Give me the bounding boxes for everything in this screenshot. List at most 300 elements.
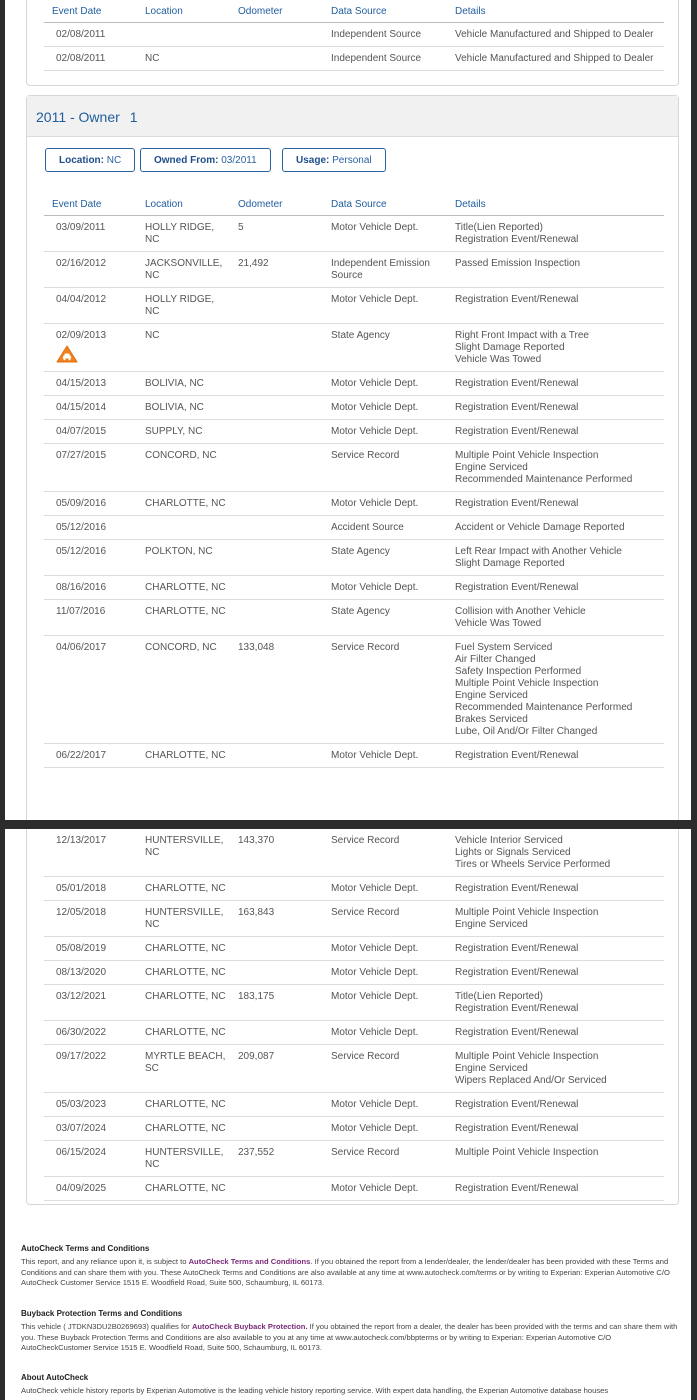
data-source-cell (323, 396, 447, 420)
data-source-cell (323, 1117, 447, 1141)
details-cell (447, 600, 664, 636)
details-text: Registration Event/Renewal (455, 883, 579, 894)
data-source-text: Independent Emission (331, 258, 430, 269)
location-text: CHARLOTTE, NC (145, 498, 226, 509)
event-date-text: 06/15/2024 (56, 1147, 107, 1158)
details-text: Registration Event/Renewal (455, 378, 579, 389)
event-date-text: 05/09/2016 (56, 498, 107, 509)
data-source-text: Motor Vehicle Dept. (331, 1027, 419, 1038)
location-cell (137, 1093, 230, 1117)
data-source-cell (323, 901, 447, 937)
odometer-cell (230, 1093, 323, 1117)
location-cell (137, 372, 230, 396)
details-text: Title(Lien Reported) (455, 222, 544, 233)
usage-badge-label: Usage: (296, 155, 330, 166)
details-cell (447, 516, 664, 540)
details-text: Fuel System Serviced (455, 642, 553, 653)
odometer-cell (230, 901, 323, 937)
col-event-date: Event Date (44, 193, 137, 216)
data-source-text: Service Record (331, 907, 400, 918)
details-cell (447, 420, 664, 444)
odometer-cell (230, 252, 323, 288)
odometer-cell (230, 216, 323, 252)
location-text: CONCORD, NC (145, 642, 217, 653)
data-source-text: Motor Vehicle Dept. (331, 426, 419, 437)
odometer-cell (230, 1117, 323, 1141)
details-text: Passed Emission Inspection (455, 258, 581, 269)
data-source-cell (323, 288, 447, 324)
location-text: HOLLY RIDGE, (145, 294, 215, 305)
data-source-cell (323, 47, 447, 71)
table-row (44, 877, 664, 901)
details-text: Registration Event/Renewal (455, 1003, 579, 1014)
event-date-cell (44, 492, 137, 516)
details-cell (447, 216, 664, 252)
location-text: HOLLY RIDGE, (145, 222, 215, 233)
details-text: Slight Damage Reported (455, 342, 565, 353)
data-source-text: State Agency (331, 330, 390, 341)
location-cell (137, 492, 230, 516)
col-odometer: Odometer (230, 0, 323, 23)
col-event-date: Event Date (44, 0, 137, 23)
details-cell (447, 636, 664, 744)
details-text: Multiple Point Vehicle Inspection (455, 678, 599, 689)
details-cell (447, 744, 664, 768)
details-text: Multiple Point Vehicle Inspection (455, 450, 599, 461)
details-text: Tires or Wheels Service Performed (455, 859, 611, 870)
location-cell (137, 516, 230, 540)
event-date-text: 03/09/2011 (56, 222, 106, 233)
event-date-text: 04/06/2017 (56, 642, 107, 653)
data-source-text: State Agency (331, 546, 390, 557)
col-details: Details (447, 193, 664, 216)
data-source-cell (323, 877, 447, 901)
location-badge (45, 148, 135, 172)
data-source-text: Motor Vehicle Dept. (331, 883, 419, 894)
odometer-cell (230, 288, 323, 324)
owner-header[interactable] (27, 96, 678, 137)
location-text: CHARLOTTE, NC (145, 967, 226, 978)
event-date-text: 04/04/2012 (56, 294, 107, 305)
data-source-cell (323, 1093, 447, 1117)
details-text: Engine Serviced (455, 1063, 528, 1074)
details-text: Vehicle Was Towed (455, 618, 542, 629)
event-date-cell (44, 444, 137, 492)
location-text: BOLIVIA, NC (145, 378, 204, 389)
location-text: NC (145, 234, 160, 245)
event-date-cell (44, 288, 137, 324)
table-header-row (44, 0, 664, 23)
col-details: Details (447, 0, 664, 23)
event-date-cell (44, 1117, 137, 1141)
location-text: SUPPLY, NC (145, 426, 203, 437)
location-text: NC (145, 53, 160, 64)
location-cell (137, 985, 230, 1021)
buyback-title: Buyback Protection Terms and Conditions (21, 1309, 183, 1318)
details-cell (447, 1141, 664, 1177)
odometer-text: 143,370 (238, 835, 275, 846)
table-row (44, 1045, 664, 1093)
details-text: Multiple Point Vehicle Inspection (455, 1147, 599, 1158)
table-row (44, 1021, 664, 1045)
terms-link[interactable]: AutoCheck Terms and Conditions (188, 1256, 311, 1266)
table-row (44, 961, 664, 985)
location-text: MYRTLE BEACH, (145, 1051, 226, 1062)
details-text: Vehicle Manufactured and Shipped to Dealer (455, 53, 654, 64)
odometer-text: 237,552 (238, 1147, 275, 1158)
terms-text-after: . If you obtained the report from a lender/dealer, the lender/dealer has been provided with these Terms and Conditions and can share them with you. These AutoCheck Terms and Conditions are also available at any time at www.autocheck.com/terms or by writing to Experian: Experian Automotive C/O AutoCheck Customer Service 1515 E. Woodfield Road, Suite 500, Schaumburg, IL 60173. (21, 1256, 670, 1288)
odometer-text: 183,175 (238, 991, 275, 1002)
details-cell (447, 901, 664, 937)
data-source-cell (323, 600, 447, 636)
owner-number: 1 (129, 109, 138, 125)
details-text: Registration Event/Renewal (455, 1027, 579, 1038)
event-date-cell (44, 420, 137, 444)
table-row (44, 636, 664, 744)
location-text: CHARLOTTE, NC (145, 943, 226, 954)
location-text: NC (145, 847, 160, 858)
odometer-cell (230, 600, 323, 636)
location-text: CHARLOTTE, NC (145, 991, 226, 1002)
data-source-text: Source (331, 270, 363, 281)
event-date-cell (44, 1045, 137, 1093)
details-text: Multiple Point Vehicle Inspection (455, 1051, 599, 1062)
odometer-cell (230, 961, 323, 985)
table-row (44, 576, 664, 600)
event-date-text: 08/13/2020 (56, 967, 107, 978)
odometer-cell (230, 829, 323, 877)
event-date-cell (44, 744, 137, 768)
odometer-cell (230, 985, 323, 1021)
location-cell (137, 444, 230, 492)
location-cell (137, 1141, 230, 1177)
event-date-cell (44, 877, 137, 901)
details-text: Left Rear Impact with Another Vehicle (455, 546, 622, 557)
details-cell (447, 877, 664, 901)
details-cell (447, 372, 664, 396)
data-source-text: Motor Vehicle Dept. (331, 582, 419, 593)
terms-title: AutoCheck Terms and Conditions (21, 1244, 150, 1253)
details-cell (447, 1093, 664, 1117)
event-date-cell (44, 961, 137, 985)
event-date-text: 12/13/2017 (56, 835, 107, 846)
data-source-cell (323, 23, 447, 47)
data-source-cell (323, 540, 447, 576)
event-date-text: 05/01/2018 (56, 883, 107, 894)
table-row (44, 492, 664, 516)
accident-warning-icon[interactable] (56, 345, 78, 363)
table-row (44, 372, 664, 396)
details-cell (447, 444, 664, 492)
table-row (44, 288, 664, 324)
location-cell (137, 600, 230, 636)
col-data-source: Data Source (323, 0, 447, 23)
data-source-cell (323, 1021, 447, 1045)
data-source-text: Motor Vehicle Dept. (331, 750, 419, 761)
odometer-cell (230, 636, 323, 744)
owner-1-card-continued (26, 829, 679, 1205)
owner-1-card (26, 95, 679, 820)
table-row (44, 1141, 664, 1177)
location-text: CONCORD, NC (145, 450, 217, 461)
odometer-cell (230, 324, 323, 372)
buyback-section (21, 1309, 681, 1354)
table-row (44, 516, 664, 540)
location-cell (137, 576, 230, 600)
data-source-cell (323, 1141, 447, 1177)
odometer-text: 21,492 (238, 258, 269, 269)
event-date-cell (44, 600, 137, 636)
details-text: Registration Event/Renewal (455, 750, 579, 761)
event-date-text: 11/07/2016 (56, 606, 106, 617)
details-text: Wipers Replaced And/Or Serviced (455, 1075, 607, 1086)
event-date-text: 04/15/2013 (56, 378, 107, 389)
location-text: CHARLOTTE, NC (145, 1099, 226, 1110)
details-text: Vehicle Was Towed (455, 354, 542, 365)
data-source-cell (323, 985, 447, 1021)
location-text: NC (145, 330, 160, 341)
details-text: Registration Event/Renewal (455, 426, 579, 437)
details-text: Engine Serviced (455, 919, 528, 930)
details-text: Lube, Oil And/Or Filter Changed (455, 726, 598, 737)
odometer-cell (230, 576, 323, 600)
event-date-text: 04/15/2014 (56, 402, 107, 413)
table-header-row (44, 193, 664, 216)
details-cell (447, 985, 664, 1021)
location-text: CHARLOTTE, NC (145, 1027, 226, 1038)
event-date-text: 04/07/2015 (56, 426, 107, 437)
details-text: Registration Event/Renewal (455, 1183, 579, 1194)
data-source-text: Service Record (331, 1051, 400, 1062)
odometer-cell (230, 540, 323, 576)
event-date-cell (44, 516, 137, 540)
table-row (44, 420, 664, 444)
location-cell (137, 396, 230, 420)
details-text: Vehicle Interior Serviced (455, 835, 563, 846)
data-source-text: Motor Vehicle Dept. (331, 378, 419, 389)
location-text: NC (145, 919, 160, 930)
table-row (44, 600, 664, 636)
data-source-cell (323, 516, 447, 540)
details-cell (447, 937, 664, 961)
buyback-link[interactable]: AutoCheck Buyback Protection. (191, 1321, 308, 1331)
details-cell (447, 1117, 664, 1141)
location-text: CHARLOTTE, NC (145, 883, 226, 894)
buyback-text (21, 1322, 681, 1354)
odometer-cell (230, 877, 323, 901)
odometer-cell (230, 23, 323, 47)
location-text: NC (145, 306, 160, 317)
details-cell (447, 23, 664, 47)
data-source-cell (323, 420, 447, 444)
event-date-cell (44, 216, 137, 252)
table-row (44, 47, 664, 71)
details-text: Slight Damage Reported (455, 558, 565, 569)
details-text: Recommended Maintenance Performed (455, 474, 633, 485)
location-badge-label: Location: (59, 155, 104, 166)
location-cell (137, 324, 230, 372)
details-text: Registration Event/Renewal (455, 402, 579, 413)
data-source-text: Motor Vehicle Dept. (331, 967, 419, 978)
data-source-text: Motor Vehicle Dept. (331, 498, 419, 509)
table-row (44, 23, 664, 47)
details-text: Lights or Signals Serviced (455, 847, 571, 858)
table-row (44, 216, 664, 252)
owner-events-table (44, 193, 664, 768)
odometer-cell (230, 516, 323, 540)
event-date-text: 03/12/2021 (56, 991, 107, 1002)
event-date-cell (44, 1141, 137, 1177)
event-date-cell (44, 576, 137, 600)
data-source-cell (323, 636, 447, 744)
data-source-text: Service Record (331, 1147, 400, 1158)
event-date-text: 05/08/2019 (56, 943, 107, 954)
data-source-cell (323, 216, 447, 252)
data-source-cell (323, 744, 447, 768)
details-text: Registration Event/Renewal (455, 967, 579, 978)
details-cell (447, 829, 664, 877)
location-badge-value: NC (106, 155, 122, 166)
terms-text-before: This report, and any reliance upon it, is subject to (21, 1256, 189, 1266)
odometer-cell (230, 1141, 323, 1177)
usage-badge (282, 148, 386, 172)
location-cell (137, 216, 230, 252)
details-cell (447, 47, 664, 71)
location-text: HUNTERSVILLE, (145, 835, 224, 846)
data-source-text: Motor Vehicle Dept. (331, 1183, 419, 1194)
data-source-cell (323, 1177, 447, 1201)
owned-from-badge-label: Owned From: (154, 155, 219, 166)
about-text: AutoCheck vehicle history reports by Experian Automotive is the leading vehicle history reporting service. With expert data handling, the Experian Automotive database houses (21, 1385, 609, 1395)
odometer-cell (230, 396, 323, 420)
location-cell (137, 829, 230, 877)
data-source-cell (323, 937, 447, 961)
location-text: SC (145, 1063, 159, 1074)
owner-title (36, 109, 138, 125)
location-text: HUNTERSVILLE, (145, 1147, 224, 1158)
data-source-text: Motor Vehicle Dept. (331, 402, 419, 413)
details-text: Vehicle Manufactured and Shipped to Dealer (455, 29, 654, 40)
event-date-cell (44, 985, 137, 1021)
details-text: Registration Event/Renewal (455, 1123, 579, 1134)
table-row (44, 937, 664, 961)
location-cell (137, 23, 230, 47)
event-date-text: 06/30/2022 (56, 1027, 107, 1038)
data-source-text: State Agency (331, 606, 390, 617)
data-source-cell (323, 372, 447, 396)
owned-from-badge (140, 148, 271, 172)
event-date-text: 05/12/2016 (56, 522, 107, 533)
event-date-text: 03/07/2024 (56, 1123, 107, 1134)
event-date-cell (44, 1093, 137, 1117)
data-source-cell (323, 252, 447, 288)
location-text: CHARLOTTE, NC (145, 1123, 226, 1134)
about-section (21, 1373, 681, 1397)
data-source-text: Motor Vehicle Dept. (331, 1123, 419, 1134)
details-cell (447, 961, 664, 985)
data-source-cell (323, 1045, 447, 1093)
details-cell (447, 252, 664, 288)
event-date-cell (44, 372, 137, 396)
location-text: POLKTON, NC (145, 546, 213, 557)
table-row (44, 444, 664, 492)
table-row (44, 985, 664, 1021)
owner-events-table-continued (44, 829, 664, 1201)
event-date-cell (44, 1021, 137, 1045)
table-row (44, 744, 664, 768)
table-row (44, 396, 664, 420)
about-title: About AutoCheck (21, 1373, 89, 1382)
location-cell (137, 1117, 230, 1141)
odometer-cell (230, 1021, 323, 1045)
table-row (44, 1177, 664, 1201)
details-text: Registration Event/Renewal (455, 943, 579, 954)
details-text: Right Front Impact with a Tree (455, 330, 589, 341)
details-text: Safety Inspection Performed (455, 666, 582, 677)
details-cell (447, 1021, 664, 1045)
details-text: Accident or Vehicle Damage Reported (455, 522, 625, 533)
odometer-cell (230, 1045, 323, 1093)
event-date-cell (44, 324, 137, 372)
report-panel-top (5, 0, 691, 820)
data-source-text: Service Record (331, 642, 400, 653)
event-date-text: 04/09/2025 (56, 1183, 107, 1194)
event-date-cell (44, 636, 137, 744)
table-row (44, 1117, 664, 1141)
location-text: CHARLOTTE, NC (145, 606, 226, 617)
usage-badge-value: Personal (332, 155, 372, 166)
location-cell (137, 744, 230, 768)
odometer-text: 5 (238, 222, 244, 233)
data-source-cell (323, 492, 447, 516)
terms-section (21, 1244, 681, 1289)
location-cell (137, 901, 230, 937)
buyback-text-before: This vehicle ( JTDKN3DU2B0269693) qualifies for (21, 1321, 192, 1331)
location-cell (137, 937, 230, 961)
data-source-text: Accident Source (331, 522, 404, 533)
location-cell (137, 252, 230, 288)
table-row (44, 540, 664, 576)
details-cell (447, 396, 664, 420)
data-source-cell (323, 961, 447, 985)
details-text: Registration Event/Renewal (455, 498, 579, 509)
data-source-text: Service Record (331, 450, 400, 461)
event-date-text: 07/27/2015 (56, 450, 107, 461)
previous-events-card (26, 0, 679, 86)
location-cell (137, 1177, 230, 1201)
location-text: CHARLOTTE, NC (145, 582, 226, 593)
col-odometer: Odometer (230, 193, 323, 216)
location-cell (137, 288, 230, 324)
details-text: Title(Lien Reported) (455, 991, 544, 1002)
odometer-cell (230, 420, 323, 444)
event-date-cell (44, 829, 137, 877)
event-date-text: 08/16/2016 (56, 582, 107, 593)
location-text: JACKSONVILLE, (145, 258, 223, 269)
event-date-text: 02/09/2013 (56, 330, 107, 341)
details-text: Registration Event/Renewal (455, 294, 579, 305)
odometer-cell (230, 444, 323, 492)
location-cell (137, 1045, 230, 1093)
table-row (44, 324, 664, 372)
location-cell (137, 877, 230, 901)
odometer-text: 209,087 (238, 1051, 275, 1062)
details-cell (447, 1177, 664, 1201)
location-cell (137, 961, 230, 985)
table-row (44, 829, 664, 877)
event-date-cell (44, 396, 137, 420)
data-source-text: Independent Source (331, 53, 422, 64)
